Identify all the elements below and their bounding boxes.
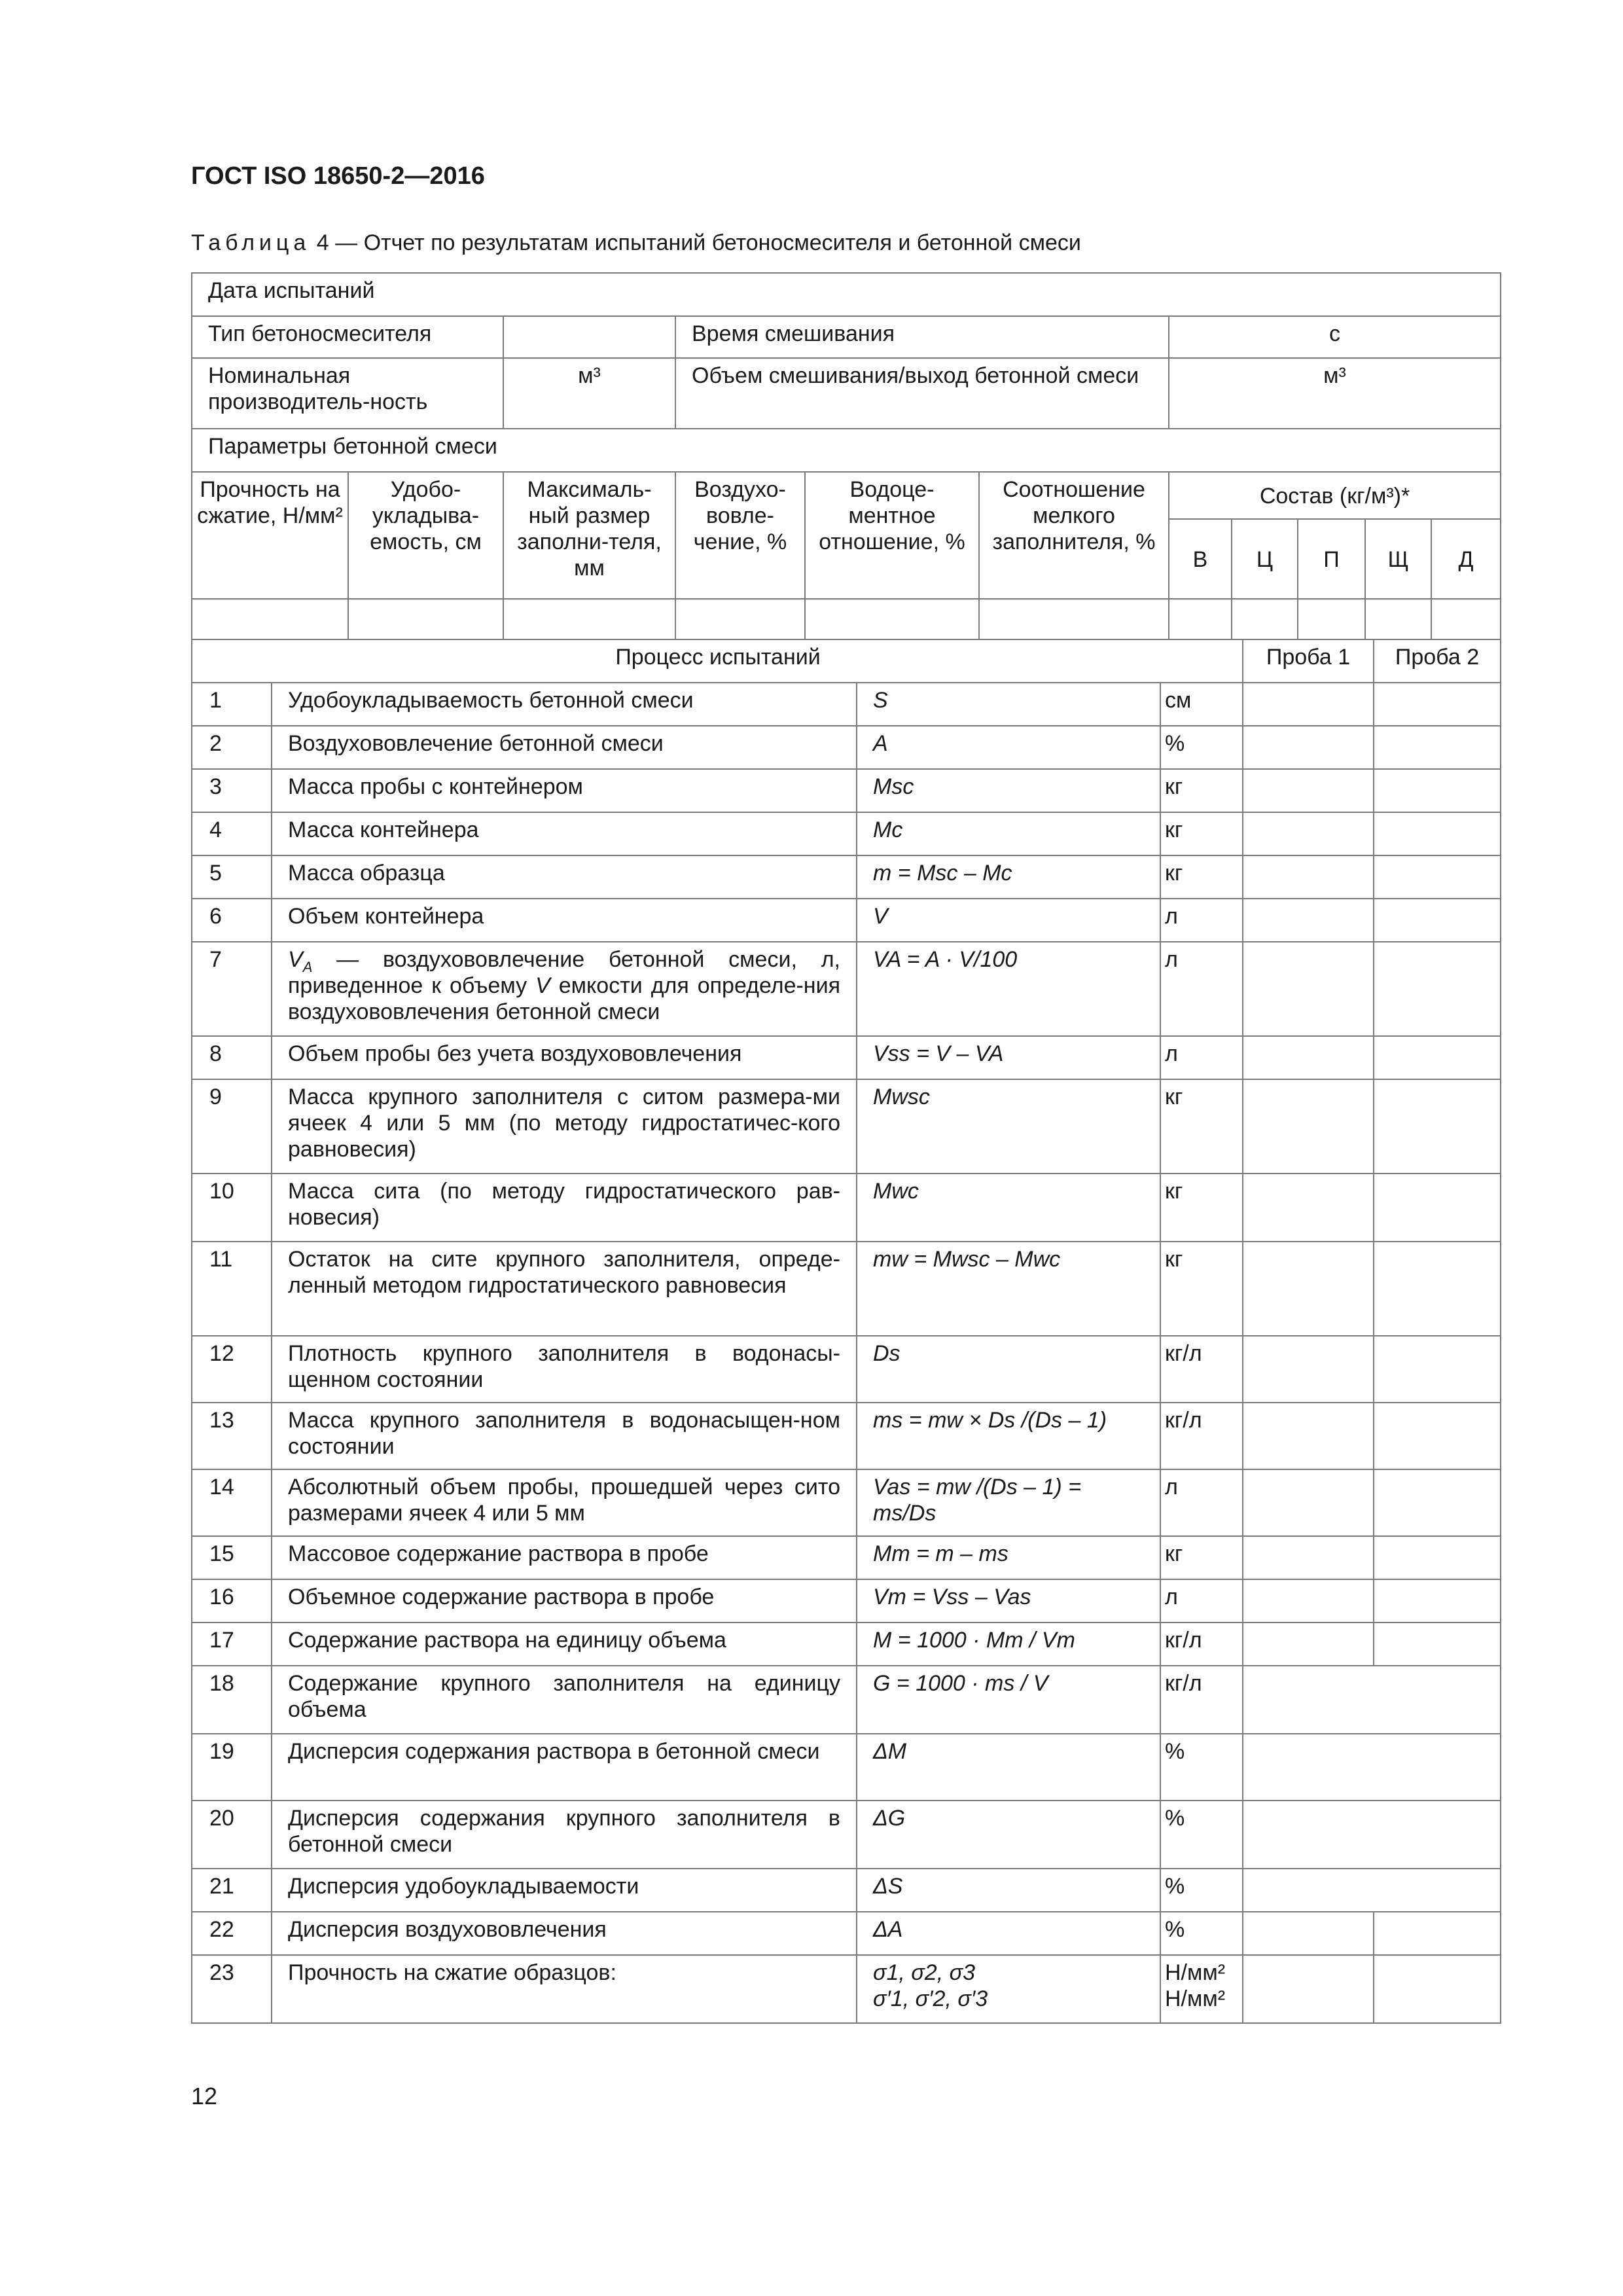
row-description: $V_A$ — воздухововлечение бетонной смеси, л, приведенное к объему V емкости для определе-ния воздухововлечения бетонной смеси xyxy=(272,942,857,1036)
sample1-cell xyxy=(1243,1912,1374,1955)
row-formula: V xyxy=(857,899,1160,942)
row-description: Масса крупного заполнителя с ситом размера-ми ячеек 4 или 5 мм (по методу гидростатичес-кого равновесия) xyxy=(272,1079,857,1174)
composition-label: Состав (кг/м³)* xyxy=(1169,472,1501,519)
sample1-cell xyxy=(1243,855,1374,899)
row-number: 2 xyxy=(192,726,272,769)
sample1-cell xyxy=(1243,1174,1374,1242)
row-description: Масса пробы с контейнером xyxy=(272,769,857,812)
param-col-wc-ratio: Водоце-ментное отношение, % xyxy=(805,472,979,599)
test-date-label: Дата испытаний xyxy=(192,273,1501,316)
process-table xyxy=(191,639,1501,2024)
row-formula: ΔS xyxy=(857,1869,1160,1912)
row-unit: кг xyxy=(1160,1242,1243,1336)
sample2-cell xyxy=(1374,899,1501,942)
row-formula: Vas = mw /(Ds – 1) = ms/Ds xyxy=(857,1469,1160,1536)
composition-col-water: В xyxy=(1169,519,1232,599)
param-value-cell xyxy=(1298,599,1365,639)
sample2-cell xyxy=(1374,726,1501,769)
row-unit: кг xyxy=(1160,812,1243,855)
row-formula: Mwsc xyxy=(857,1079,1160,1174)
row-formula: Ds xyxy=(857,1336,1160,1403)
composition-col-sand: П xyxy=(1298,519,1365,599)
param-value-cell xyxy=(348,599,503,639)
param-col-air: Воздухо-вовле-чение, % xyxy=(675,472,805,599)
sample1-cell xyxy=(1243,1036,1374,1079)
row-formula: A xyxy=(857,726,1160,769)
sample1-cell xyxy=(1243,769,1374,812)
row-number: 17 xyxy=(192,1623,272,1666)
mixer-type-value xyxy=(503,316,675,358)
mix-volume-unit: м³ xyxy=(1169,358,1501,429)
row-formula: ms = mw × Ds /(Ds – 1) xyxy=(857,1403,1160,1469)
row-description: Дисперсия воздухововлечения xyxy=(272,1912,857,1955)
param-value-cell xyxy=(675,599,805,639)
composition-col-gravel: Щ xyxy=(1365,519,1431,599)
sample1-header: Проба 1 xyxy=(1243,639,1374,683)
row-number: 4 xyxy=(192,812,272,855)
sample1-cell xyxy=(1243,1336,1374,1403)
row-description: Плотность крупного заполнителя в водонасы-щенном состоянии xyxy=(272,1336,857,1403)
sample2-cell xyxy=(1374,683,1501,726)
row-description: Масса образца xyxy=(272,855,857,899)
row-formula: m = Msc – Mc xyxy=(857,855,1160,899)
row-description: Остаток на сите крупного заполнителя, опреде-ленный методом гидростатического равновесия xyxy=(272,1242,857,1336)
row-formula: ΔG xyxy=(857,1801,1160,1869)
row-formula: Mwc xyxy=(857,1174,1160,1242)
sample2-cell xyxy=(1374,1336,1501,1403)
row-number: 12 xyxy=(192,1336,272,1403)
document-code: ГОСТ ISO 18650-2—2016 xyxy=(191,162,485,190)
sample2-cell xyxy=(1374,1036,1501,1079)
composition-col-cement: Ц xyxy=(1232,519,1298,599)
row-number: 10 xyxy=(192,1174,272,1242)
row-number: 22 xyxy=(192,1912,272,1955)
sample2-cell xyxy=(1374,1579,1501,1623)
sample1-cell xyxy=(1243,1579,1374,1623)
merged-sample-cell xyxy=(1243,1666,1501,1734)
param-value-cell xyxy=(1232,599,1298,639)
row-formula: Msc xyxy=(857,769,1160,812)
mix-volume-label: Объем смешивания/выход бетонной смеси xyxy=(675,358,1169,429)
sample1-cell xyxy=(1243,1955,1374,2023)
sample1-cell xyxy=(1243,1469,1374,1536)
row-formula: mw = Mwsc – Mwc xyxy=(857,1242,1160,1336)
row-number: 20 xyxy=(192,1801,272,1869)
param-value-cell xyxy=(1431,599,1501,639)
sample1-cell xyxy=(1243,683,1374,726)
mixing-time-unit: с xyxy=(1169,316,1501,358)
row-unit: см xyxy=(1160,683,1243,726)
row-number: 6 xyxy=(192,899,272,942)
row-description: Воздухововлечение бетонной смеси xyxy=(272,726,857,769)
row-formula: VA = A · V/100 xyxy=(857,942,1160,1036)
row-number: 13 xyxy=(192,1403,272,1469)
sample1-cell xyxy=(1243,899,1374,942)
mixer-type-label: Тип бетоносмесителя xyxy=(192,316,503,358)
params-label: Параметры бетонной смеси xyxy=(192,429,1501,472)
param-col-max-aggregate: Максималь-ный размер заполни-теля, мм xyxy=(503,472,675,599)
row-description: Объемное содержание раствора в пробе xyxy=(272,1579,857,1623)
param-value-cell xyxy=(192,599,348,639)
sample2-cell xyxy=(1374,1469,1501,1536)
row-description: Объем пробы без учета воздухововлечения xyxy=(272,1036,857,1079)
row-number: 15 xyxy=(192,1536,272,1579)
row-number: 1 xyxy=(192,683,272,726)
row-description: Масса крупного заполнителя в водонасыщен-ном состоянии xyxy=(272,1403,857,1469)
row-formula: Mm = m – ms xyxy=(857,1536,1160,1579)
sample1-cell xyxy=(1243,1242,1374,1336)
merged-sample-cell xyxy=(1243,1869,1501,1912)
table-caption xyxy=(191,230,1081,256)
row-unit: кг xyxy=(1160,855,1243,899)
row-unit: % xyxy=(1160,1869,1243,1912)
row-unit: л xyxy=(1160,1036,1243,1079)
sample2-cell xyxy=(1374,1079,1501,1174)
sample1-cell xyxy=(1243,1403,1374,1469)
param-value-cell xyxy=(503,599,675,639)
row-description: Дисперсия удобоукладываемости xyxy=(272,1869,857,1912)
row-unit: % xyxy=(1160,1734,1243,1801)
sample1-cell xyxy=(1243,1536,1374,1579)
param-col-strength: Прочность на сжатие, Н/мм² xyxy=(192,472,348,599)
row-number: 16 xyxy=(192,1579,272,1623)
row-number: 21 xyxy=(192,1869,272,1912)
sample2-cell xyxy=(1374,942,1501,1036)
row-description: Абсолютный объем пробы, прошедшей через сито размерами ячеек 4 или 5 мм xyxy=(272,1469,857,1536)
row-number: 8 xyxy=(192,1036,272,1079)
row-unit: л xyxy=(1160,899,1243,942)
row-unit: л xyxy=(1160,1579,1243,1623)
sample2-cell xyxy=(1374,855,1501,899)
page-number: 12 xyxy=(191,2083,218,2109)
row-unit: % xyxy=(1160,1912,1243,1955)
sample2-header: Проба 2 xyxy=(1374,639,1501,683)
sample1-cell xyxy=(1243,726,1374,769)
row-unit: л xyxy=(1160,942,1243,1036)
row-number: 7 xyxy=(192,942,272,1036)
sample2-cell xyxy=(1374,1403,1501,1469)
row-formula: σ1, σ2, σ3 σ′1, σ′2, σ′3 xyxy=(857,1955,1160,2023)
row-number: 14 xyxy=(192,1469,272,1536)
param-col-workability: Удобо-укладыва-емость, см xyxy=(348,472,503,599)
caption-text: 4 — Отчет по результатам испытаний бетоносмесителя и бетонной смеси xyxy=(316,230,1081,255)
sample1-cell xyxy=(1243,942,1374,1036)
caption-label: Таблица xyxy=(191,230,311,255)
mixing-time-label: Время смешивания xyxy=(675,316,1169,358)
row-description: Объем контейнера xyxy=(272,899,857,942)
row-description: Дисперсия содержания раствора в бетонной смеси xyxy=(272,1734,857,1801)
row-unit: кг xyxy=(1160,1536,1243,1579)
row-formula: M = 1000 · Mm / Vm xyxy=(857,1623,1160,1666)
row-description: Дисперсия содержания крупного заполнителя в бетонной смеси xyxy=(272,1801,857,1869)
row-description: Массовое содержание раствора в пробе xyxy=(272,1536,857,1579)
row-formula: Vm = Vss – Vas xyxy=(857,1579,1160,1623)
sample2-cell xyxy=(1374,1623,1501,1666)
row-unit: кг xyxy=(1160,769,1243,812)
sample2-cell xyxy=(1374,769,1501,812)
sample2-cell xyxy=(1374,1912,1501,1955)
row-number: 19 xyxy=(192,1734,272,1801)
row-formula: G = 1000 · ms / V xyxy=(857,1666,1160,1734)
row-unit: кг xyxy=(1160,1174,1243,1242)
row-unit: кг/л xyxy=(1160,1666,1243,1734)
row-formula: ΔM xyxy=(857,1734,1160,1801)
sample2-cell xyxy=(1374,1536,1501,1579)
capacity-unit: м³ xyxy=(503,358,675,429)
row-number: 3 xyxy=(192,769,272,812)
composition-col-additive: Д xyxy=(1431,519,1501,599)
row-unit: Н/мм² Н/мм² xyxy=(1160,1955,1243,2023)
row-description: Масса контейнера xyxy=(272,812,857,855)
merged-sample-cell xyxy=(1243,1801,1501,1869)
row-number: 18 xyxy=(192,1666,272,1734)
row-unit: л xyxy=(1160,1469,1243,1536)
row-formula: Vss = V – VA xyxy=(857,1036,1160,1079)
row-formula: S xyxy=(857,683,1160,726)
row-description: Содержание крупного заполнителя на единицу объема xyxy=(272,1666,857,1734)
row-description: Удобоукладываемость бетонной смеси xyxy=(272,683,857,726)
row-number: 11 xyxy=(192,1242,272,1336)
row-description: Содержание раствора на единицу объема xyxy=(272,1623,857,1666)
row-description: Прочность на сжатие образцов: xyxy=(272,1955,857,2023)
row-unit: кг/л xyxy=(1160,1623,1243,1666)
row-number: 9 xyxy=(192,1079,272,1174)
param-value-cell xyxy=(979,599,1169,639)
sample2-cell xyxy=(1374,812,1501,855)
sample1-cell xyxy=(1243,1623,1374,1666)
merged-sample-cell xyxy=(1243,1734,1501,1801)
param-value-cell xyxy=(1169,599,1232,639)
header-table xyxy=(191,272,1501,640)
row-unit: кг/л xyxy=(1160,1336,1243,1403)
row-unit: % xyxy=(1160,726,1243,769)
param-value-cell xyxy=(805,599,979,639)
sample2-cell xyxy=(1374,1955,1501,2023)
process-title: Процесс испытаний xyxy=(192,639,1243,683)
row-description: Масса сита (по методу гидростатического рав-новесия) xyxy=(272,1174,857,1242)
sample2-cell xyxy=(1374,1242,1501,1336)
param-value-cell xyxy=(1365,599,1431,639)
row-unit: кг/л xyxy=(1160,1403,1243,1469)
row-number: 5 xyxy=(192,855,272,899)
sample2-cell xyxy=(1374,1174,1501,1242)
sample1-cell xyxy=(1243,812,1374,855)
capacity-label: Номинальная производитель-ность xyxy=(192,358,503,429)
param-col-fine-ratio: Соотношение мелкого заполнителя, % xyxy=(979,472,1169,599)
row-unit: кг xyxy=(1160,1079,1243,1174)
row-formula: Mc xyxy=(857,812,1160,855)
row-formula: ΔA xyxy=(857,1912,1160,1955)
sample1-cell xyxy=(1243,1079,1374,1174)
row-unit: % xyxy=(1160,1801,1243,1869)
row-number: 23 xyxy=(192,1955,272,2023)
